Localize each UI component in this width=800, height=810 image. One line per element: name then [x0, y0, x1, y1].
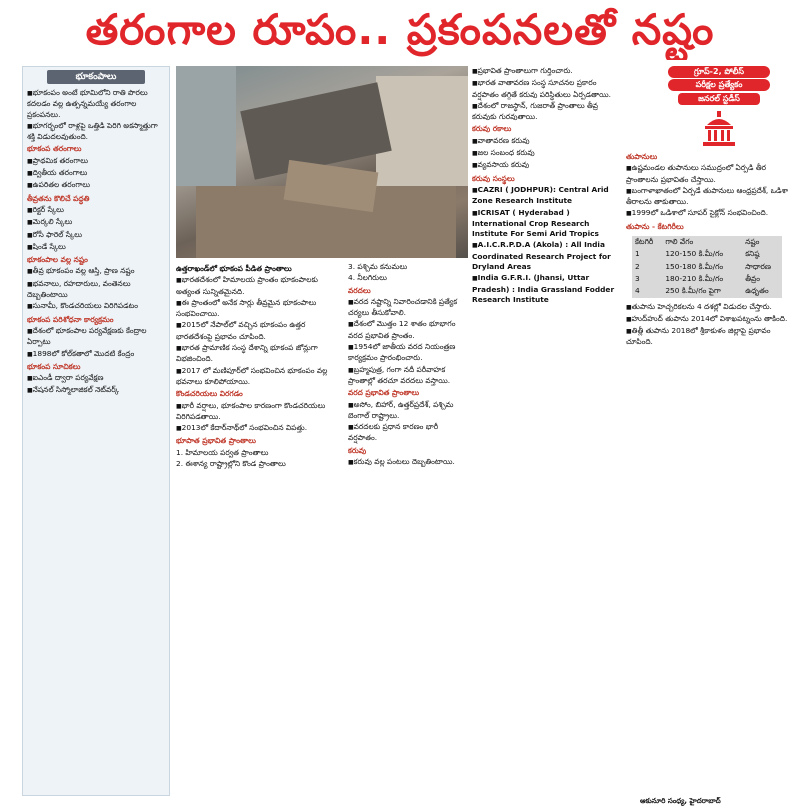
- column-paragraph: ■ 2015లో నేపాల్‌లో వచ్చిన భూకంపం ఉత్తర భారతదేశంపై ప్రభావం చూపింది.: [176, 320, 344, 342]
- column-paragraph: ■ తిత్లీ తుపాను 2018లో శ్రీకాకుళం జిల్లాపై ప్రభావం చూపింది.: [626, 326, 796, 348]
- earthquake-sidebar: [22, 66, 170, 796]
- table-header-cell: కేటగిరీ: [635, 237, 654, 247]
- organization-entry: ■ ICRISAT ( Hyderabad ) International Crop Research Institute For Semi Arid Tropics: [472, 208, 622, 240]
- column-paragraph: ■ బ్రహ్మపుత్ర, గంగా నదీ పరీవాహక ప్రాంతాల్లో తరచూ వరదలు వస్తాయి.: [348, 365, 468, 387]
- badge-line-3: జనరల్ స్టడీస్: [678, 93, 760, 105]
- table-cell: 4: [635, 286, 640, 296]
- section-heading: వరద ప్రభావిత ప్రాంతాలు: [348, 388, 420, 398]
- table-cell: 2: [635, 261, 640, 271]
- column-paragraph: ■ దేశంలో రాజస్థాన్, గుజరాత్ ప్రాంతాలు తీవ్ర కరువుకు గురవుతాయి.: [472, 101, 622, 123]
- article-column-5: [626, 150, 796, 800]
- sidebar-section-heading: భూకంపాల వల్ల నష్టం: [27, 255, 88, 265]
- article-column-4: [472, 66, 622, 806]
- exam-special-badge: [660, 66, 778, 146]
- sidebar-section-heading: భూకంప సూచికలు: [27, 361, 81, 371]
- column-paragraph: ■ 2013లో కేదార్‌నాథ్‌లో సంభవించిన విపత్తు.: [176, 423, 344, 434]
- table-cell: 250 కి.మీ/గం పైగా: [665, 286, 721, 296]
- table-cell: 150-180 కి.మీ/గం: [665, 261, 724, 271]
- table-cell: 3: [635, 273, 640, 283]
- badge-line-1: గ్రూప్-2, పోలీస్: [668, 66, 770, 78]
- sidebar-item: ■ మెర్కలి స్కేలు: [27, 217, 165, 228]
- column-paragraph: ■ వరద నష్టాన్ని నివారించడానికి ప్రత్యేక చర్యలు తీసుకోవాలి.: [348, 297, 468, 319]
- table-cell: సాధారణ: [745, 261, 771, 271]
- sidebar-item: ■ సునామీ, కొండచరియలు విరిగిపడటం: [27, 301, 165, 312]
- table-cell: 1: [635, 249, 640, 259]
- column-paragraph: ■ హుద్‌హుద్ తుపాను 2014లో విశాఖపట్నంను తాకింది.: [626, 314, 796, 325]
- section-heading: కరువు: [348, 445, 367, 455]
- sidebar-paragraph: ■ భూగర్భంలో రాళ్లపై ఒత్తిడి పెరిగి అకస్మాత్తుగా శక్తి విడుదలవుతుంది.: [27, 121, 165, 143]
- article-column-2: [176, 262, 344, 807]
- sidebar-item: ■ తీవ్ర భూకంపం వల్ల ఆస్తి, ప్రాణ నష్టం: [27, 266, 165, 277]
- column-paragraph: ■ భారత ప్రామాణిక సంస్థ దేశాన్ని భూకంప జోన్లుగా విభజించింది.: [176, 343, 344, 365]
- column-paragraph: ■ 1954లో జాతీయ వరద నియంత్రణ కార్యక్రమం ప్రారంభించారు.: [348, 342, 468, 364]
- column-paragraph: ■ ప్రభావిత ప్రాంతాలుగా గుర్తించారు.: [472, 66, 622, 77]
- list-item: ■ జల సంబంధ కరువు: [472, 148, 622, 159]
- table-row: [632, 261, 782, 273]
- sidebar-section-heading: తీవ్రతను కొలిచే పద్ధతి: [27, 193, 90, 203]
- column-paragraph: ■ ఉష్ణమండల తుపానులు సముద్రంలో ఏర్పడి తీర ప్రాంతాలను ప్రభావితం చేస్తాయి.: [626, 163, 796, 185]
- sidebar-item: ■ ద్వితీయ తరంగాలు: [27, 168, 165, 179]
- organization-entry: ■ India G.F.R.I. (Jhansi, Uttar Pradesh) : India Grassland Fodder Research Institute: [472, 273, 622, 305]
- sidebar-item: ■ ప్రాథమిక తరంగాలు: [27, 156, 165, 167]
- section-heading: వరదలు: [348, 285, 371, 295]
- page-headline: తరంగాల రూపం.. ప్రకంపనలతో నష్టం: [85, 5, 715, 54]
- column-heading: ఉత్తరాఖండ్‌లో భూకంప పీడిత ప్రాంతాలు: [176, 264, 292, 273]
- article-column-3: [348, 262, 468, 807]
- table-cell: 180-210 కి.మీ/గం: [665, 273, 724, 283]
- list-item: 1. హిమాలయ పర్వత ప్రాంతాలు: [176, 447, 269, 457]
- sidebar-item: ■ రిక్టర్ స్కేలు: [27, 205, 165, 216]
- sidebar-item: ■ షిండే స్కేలు: [27, 242, 165, 253]
- column-paragraph: ■ భారీ వర్షాలు, భూకంపాల కారణంగా కొండచరియలు విరిగిపడతాయి.: [176, 401, 344, 423]
- table-cell: 120-150 కి.మీ/గం: [665, 249, 724, 259]
- column-paragraph: ■ దేశంలో మొత్తం 12 శాతం భూభాగం వరద ప్రభావిత ప్రాంతం.: [348, 319, 468, 341]
- sidebar-item: ■ ఉపరితల తరంగాలు: [27, 180, 165, 191]
- table-header-cell: నష్టం: [745, 237, 760, 247]
- column-paragraph: ■ ఈ ప్రాంతంలో అనేక సార్లు తీవ్రమైన భూకంపాలు సంభవించాయి.: [176, 298, 344, 320]
- table-row: [632, 285, 782, 297]
- sidebar-item: ■ రోసీ ఫారెల్ స్కేలు: [27, 230, 165, 241]
- table-header-row: [632, 236, 782, 248]
- sidebar-section-heading: భూకంప పరిశోధనా కార్యక్రమం: [27, 314, 114, 324]
- list-item: 3. పశ్చిమ కనుమలు: [348, 262, 408, 271]
- collapsed-building-photo: [176, 66, 468, 258]
- table-header-cell: గాలి వేగం: [665, 237, 694, 247]
- sidebar-title: భూకంపాలు: [47, 70, 145, 84]
- section-heading: కరువు రకాలు: [472, 124, 512, 134]
- list-item: ■ వాతావరణ కరువు: [472, 136, 622, 147]
- table-cell: తీవ్రం: [745, 273, 760, 283]
- column-paragraph: ■ భారతదేశంలో హిమాలయ ప్రాంతం భూకంపాలకు అత్యంత సున్నితమైనది.: [176, 275, 344, 297]
- section-heading: కరువు సంస్థలు: [472, 173, 515, 183]
- list-item: ■ వ్యవసాయ కరువు: [472, 160, 622, 171]
- sidebar-section-heading: భూకంప తరంగాలు: [27, 144, 82, 154]
- sidebar-item: ■ ఐఎండీ ద్వారా పర్యవేక్షణ: [27, 373, 165, 384]
- table-cell: కనిష్ఠ: [745, 249, 760, 259]
- table-cell: ఉధృతం: [745, 286, 769, 296]
- badge-line-2: పరీక్షల ప్రత్యేకం: [668, 79, 770, 91]
- section-heading: భూపాత ప్రభావిత ప్రాంతాలు: [176, 436, 256, 446]
- table-row: [632, 273, 782, 285]
- column-paragraph: ■ బంగాళాఖాతంలో ఏర్పడే తుపానులు ఆంధ్రప్రదేశ్, ఒడిశా తీరాలను తాకుతాయి.: [626, 186, 796, 208]
- sidebar-item: ■ 1898లో కోల్‌కతాలో మొదటి కేంద్రం: [27, 349, 165, 360]
- organization-entry: ■ A.I.C.R.P.D.A (Akola) : All India Coordinated Research Project for Dryland Areas: [472, 240, 622, 272]
- sidebar-item: ■ దేశంలో భూకంపాల పర్యవేక్షణకు కేంద్రాల ఏర్పాటు: [27, 326, 165, 348]
- column-paragraph: ■ 1999లో ఒడిశాలో సూపర్ సైక్లోన్ సంభవించింది.: [626, 208, 796, 219]
- column-paragraph: ■ తుపాను హెచ్చరికలను 4 దశల్లో విడుదల చేస్తారు.: [626, 302, 796, 313]
- sidebar-paragraph: ■ భూకంపం అంటే భూమిలోని రాతి పొరలు కదలడం వల్ల ఉత్పన్నమయ్యే తరంగాల ప్రకంపనలు.: [27, 88, 165, 120]
- column-paragraph: ■ అసోం, బిహార్, ఉత్తర్‌ప్రదేశ్, పశ్చిమ బెంగాల్ రాష్ట్రాలు.: [348, 400, 468, 422]
- organization-entry: ■ CAZRI ( JODHPUR): Central Arid Zone Research Institute: [472, 185, 622, 207]
- column-paragraph: ■ వరదలకు ప్రధాన కారణం భారీ వర్షపాతం.: [348, 422, 468, 444]
- column-paragraph: ■ కరువు వల్ల పంటలు దెబ్బతింటాయి.: [348, 457, 468, 468]
- sidebar-item: ■ నేషనల్ సిస్మోలాజికల్ నెట్‌వర్క్: [27, 385, 165, 396]
- government-building-icon: [699, 109, 739, 149]
- list-item: 2. ఈశాన్య రాష్ట్రాల్లోని కొండ ప్రాంతాలు: [176, 459, 286, 469]
- section-heading: తుపానులు: [626, 152, 658, 161]
- section-heading: కొండచరియలు విరగడం: [176, 389, 243, 399]
- section-heading: తుపాను - కేటగిరీలు: [626, 221, 684, 231]
- sidebar-item: ■ భవనాలు, రహదారులు, వంతెనలు దెబ్బతింటాయి: [27, 279, 165, 301]
- author-credit: ఆకునూరి సంధ్య, హైదరాబాద్: [640, 797, 721, 805]
- column-paragraph: ■ 2017 లో మణిపూర్‌లో సంభవించిన భూకంపం వల్ల భవనాలు కూలిపోయాయి.: [176, 366, 344, 388]
- table-row: [632, 248, 782, 260]
- list-item: 4. నీలగిరులు: [348, 273, 387, 283]
- cyclone-category-table: [632, 236, 782, 297]
- column-paragraph: ■ భారత వాతావరణ సంస్థ సూచనల ప్రకారం వర్షపాతం తగ్గితే కరువు పరిస్థితులు ఏర్పడతాయి.: [472, 78, 622, 100]
